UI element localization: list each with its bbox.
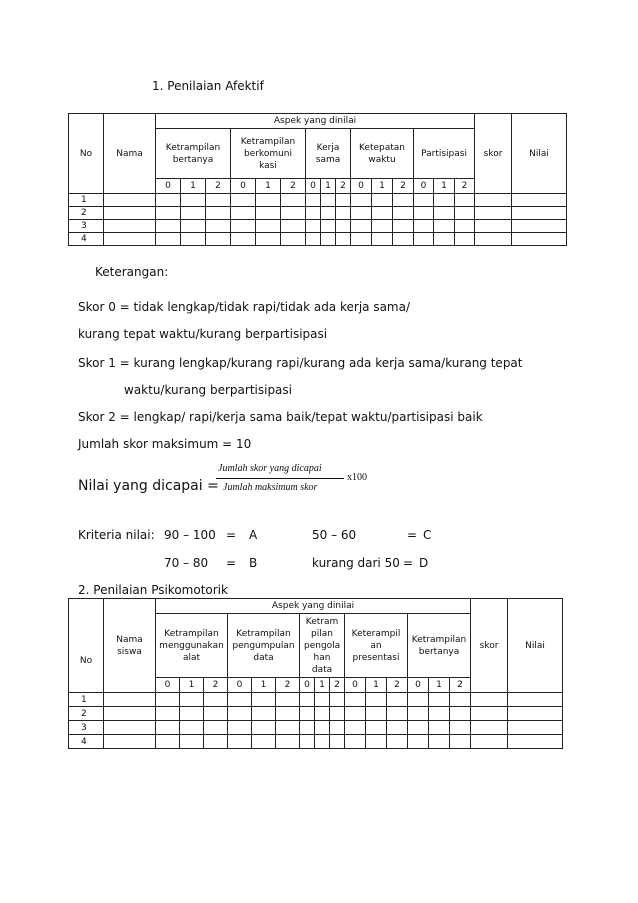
header-nilai: Nilai (512, 114, 567, 194)
fraction-bar (216, 478, 344, 479)
grade-c-eq: = (407, 528, 418, 542)
grade-b: B (249, 556, 258, 570)
grade-c: C (423, 528, 432, 542)
keterangan-heading: Keterangan: (95, 265, 169, 279)
grade-a-eq: = (226, 528, 237, 542)
header-no: No (69, 599, 104, 693)
score-label: 2 (281, 179, 306, 194)
score-label: 0 (414, 179, 434, 194)
table-row (69, 233, 567, 246)
grade-b-eq: = (226, 556, 237, 570)
table-row (69, 220, 567, 233)
row-number: 2 (69, 707, 104, 721)
grade-d: D (419, 556, 429, 570)
aspect-ketepatan-waktu: Ketepatan waktu (351, 129, 414, 179)
score-label: 2 (336, 179, 351, 194)
score-label: 1 (429, 678, 450, 693)
score-label: 2 (387, 678, 408, 693)
score-label: 1 (315, 678, 330, 693)
psychomotor-assessment-table (68, 598, 563, 749)
header-nama-siswa: Nama siswa (104, 599, 156, 693)
skor-1-line-2: waktu/kurang berpartisipasi (124, 383, 292, 397)
row-number: 4 (69, 233, 104, 246)
header-aspek: Aspek yang dinilai (156, 114, 475, 129)
table-row (69, 707, 563, 721)
score-label: 2 (393, 179, 414, 194)
skor-1-line-1: Skor 1 = kurang lengkap/kurang rapi/kurang ada kerja sama/kurang tepat (78, 356, 523, 370)
score-label: 0 (300, 678, 315, 693)
score-label: 1 (180, 678, 204, 693)
max-score-line: Jumlah skor maksimum = 10 (78, 437, 252, 451)
score-label: 1 (434, 179, 455, 194)
table-row (69, 207, 567, 220)
aspect-pengolahan-data: Ketram pilan pengola han data (300, 614, 345, 678)
row-number: 4 (69, 735, 104, 749)
skor-0-line-1: Skor 0 = tidak lengkap/tidak rapi/tidak ada kerja sama/ (78, 300, 411, 314)
row-number: 2 (69, 207, 104, 220)
row-number: 3 (69, 220, 104, 233)
formula-label: Nilai yang dicapai = (78, 478, 219, 494)
score-label: 1 (256, 179, 281, 194)
score-label: 2 (206, 179, 231, 194)
formula-multiplier: x100 (347, 472, 367, 483)
header-skor: skor (475, 114, 512, 194)
aspect-kerja-sama: Kerja sama (306, 129, 351, 179)
table-row (69, 693, 563, 707)
aspect-ketrampilan-bertanya: Ketrampilan bertanya (408, 614, 471, 678)
score-label: 0 (351, 179, 372, 194)
grade-d-eq: = (403, 556, 414, 570)
grade-d-range: kurang dari 50 (312, 556, 400, 570)
score-label: 0 (345, 678, 366, 693)
score-label: 2 (450, 678, 471, 693)
header-skor: skor (471, 599, 508, 693)
score-label: 0 (408, 678, 429, 693)
score-label: 1 (366, 678, 387, 693)
table-row (69, 194, 567, 207)
score-label: 0 (231, 179, 256, 194)
row-number: 1 (69, 693, 104, 707)
formula-denominator: Jumlah maksimum skor (223, 482, 318, 493)
score-label: 0 (156, 678, 180, 693)
grade-a-range: 90 – 100 (164, 528, 216, 542)
aspect-ketrampilan-berkomunikasi: Ketrampilan berkomuni kasi (231, 129, 306, 179)
score-label: 1 (321, 179, 336, 194)
row-number: 3 (69, 721, 104, 735)
grade-b-range: 70 – 80 (164, 556, 209, 570)
grade-a: A (249, 528, 258, 542)
skor-0-line-2: kurang tepat waktu/kurang berpartisipasi (78, 327, 328, 341)
section2-title: 2. Penilaian Psikomotorik (78, 583, 228, 597)
aspect-presentasi: Keterampil an presentasi (345, 614, 408, 678)
grade-c-range: 50 – 60 (312, 528, 357, 542)
aspect-partisipasi: Partisipasi (414, 129, 475, 179)
formula-numerator: Jumlah skor yang dicapai (218, 463, 322, 474)
score-label: 2 (455, 179, 475, 194)
skor-2-line: Skor 2 = lengkap/ rapi/kerja sama baik/tepat waktu/partisipasi baik (78, 410, 483, 424)
score-label: 0 (306, 179, 321, 194)
aspect-ketrampilan-bertanya: Ketrampilan bertanya (156, 129, 231, 179)
aspect-menggunakan-alat: Ketrampilan menggunakan alat (156, 614, 228, 678)
header-nilai: Nilai (508, 599, 563, 693)
score-label: 1 (181, 179, 206, 194)
score-label: 2 (330, 678, 345, 693)
table-row (69, 721, 563, 735)
aspect-pengumpulan-data: Ketrampilan pengumpulan data (228, 614, 300, 678)
section1-title: 1. Penilaian Afektif (152, 79, 264, 93)
score-label: 2 (204, 678, 228, 693)
score-label: 0 (156, 179, 181, 194)
score-label: 2 (276, 678, 300, 693)
affective-assessment-table (68, 113, 567, 246)
table-row (69, 735, 563, 749)
header-no: No (69, 114, 104, 194)
score-label: 0 (228, 678, 252, 693)
header-aspek: Aspek yang dinilai (156, 599, 471, 614)
score-label: 1 (372, 179, 393, 194)
row-number: 1 (69, 194, 104, 207)
header-nama: Nama (104, 114, 156, 194)
score-label: 1 (252, 678, 276, 693)
kriteria-label: Kriteria nilai: (78, 528, 155, 542)
